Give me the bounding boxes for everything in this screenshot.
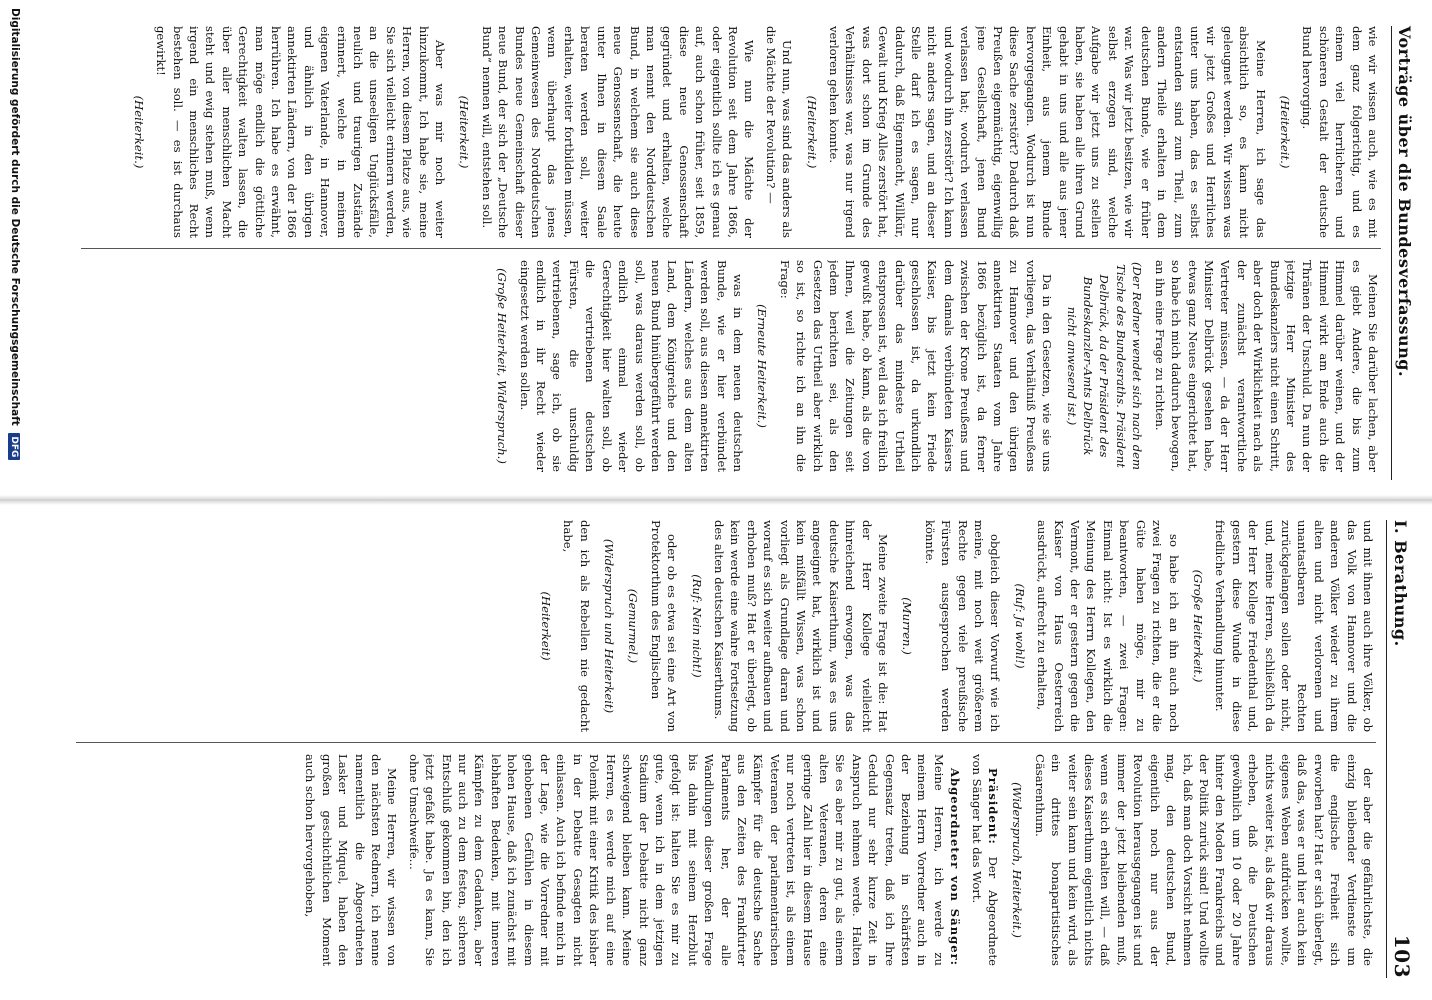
stage-direction: (Ruf: Nein nicht!) xyxy=(689,574,704,678)
paragraph: Meine zweite Frage ist die: Hat der Herr Kollege vielleicht hinreichend erwogen, was das deutsche Kaiserthum, was es uns angeeignet hat, wirklich ist und kein mißfällt Wissen, was schon vorliegt als Grundlage daran und worauf es sich weiter aufbauen und erhoben muß? Hat er überlegt, ob kein werde eine wahre Fortsetzung des alten deutschen Kaiserthums. xyxy=(711,520,891,732)
text-columns xyxy=(76,520,1376,978)
column-rule xyxy=(76,742,1376,743)
stage-direction: (Murren.) xyxy=(900,597,915,655)
paragraph: so habe ich an ihn auch noch zwei Fragen zu richten, die er die Güte haben möge, mir zu beantworten, — zwei Fragen: Einmal nicht: Ist es wirklich die Meinung des Herrn Kollegen, den Vermont, der er gestern gegen die Kaiser von Haus Oesterreich ausdrückt, aufrecht zu erhalten, xyxy=(1035,520,1181,732)
page-header xyxy=(1391,26,1414,480)
stage-direction: (Der Redner wendet sich nach dem Tische des Bundesraths. Präsident Delbrück, da der Präsident des Bundeskanzler-Amts Delbrück nicht anwesend ist.) xyxy=(1064,262,1145,470)
paragraph: Wie nun die Mächte der Revolution seit dem Jahre 1866, oder eigentlich sollte ich es genau auf, auch schon früher, seit 1859, diese neue Genossenschaft gegründet und erhalten, welche man nennt den Norddeutschen Bund, in welchem sie auch diese neue Genossenschaft, die heute unter Ihnen in diesem Saale beraten werden soll, weiter erhalten, weiter fortbilden müssen, wenn überhaupt das jenes Gemeinwesen des Norddeutschen Bundes neue Gemeinschaft dieser neue Bund, der sich der „Deutsche Bund“ nennen will, entstehen soll. xyxy=(479,26,757,238)
column-2 xyxy=(76,754,1376,966)
speaker-label: Präsident: xyxy=(986,768,1001,845)
stage-direction: (Widerspruch und Heiterkeit) xyxy=(601,538,616,714)
paragraph: was in dem neuen deutschen Bunde, wie er hier verbündet werden soll, aus diesen annektirten Ländern, welches aus dem alten Land, dem Königreiche und den neuen Bund hinübergeführt werden soll, was daraus werden soll, ob endlich einmal wieder Gerechtigkeit hier walten soll, ob die vertriebenen deutschen Fürsten, die unschuldig vertriebenen, sage ich, ob sie endlich in ihr Recht wieder eingesetzt werden sollen. xyxy=(517,260,745,472)
stage-direction: (Große Heiterkeit.) xyxy=(1190,569,1205,683)
page-header xyxy=(1386,520,1414,978)
paragraph: wie wir wissen auch, wie es mit dem ganz folgerichtig, und es einem viel herrlicheren und schöneren Gestalt der deutsche Bund hervorging. xyxy=(1300,26,1380,238)
stage-direction: (Große Heiterkeit, Widerspruch.) xyxy=(495,268,510,464)
stage-direction: (Gemurmel,) xyxy=(626,588,641,664)
speaker-paragraph xyxy=(968,754,1001,966)
header-title: I. Berathung. xyxy=(1391,520,1410,647)
column-rule xyxy=(81,248,1381,249)
stage-direction: (Ruf: Ja wohl!) xyxy=(1012,583,1027,669)
paragraph: und mit ihnen auch ihre Völker, ob das Volk von Hannover und die anderen Völker wieder zu ihrem alten und nicht verlorenen und unantastbaren Rechten zurückgelangen sollen oder nicht, und, meine Herren, schließlich da der Herr Kollege Friedenthal und, gestern diese Wunde in diese friedliche Verhandlung hinunter. xyxy=(1213,520,1375,732)
column-1 xyxy=(76,520,1376,732)
stage-direction: (Heiterkeit.) xyxy=(457,95,472,169)
paragraph: Aber was mir noch weiter hinzukommt, Ich habe sie, meine Herren, von diesem Platze aus, wie Sie sich vielleicht erinnern werden, an die unseeligen Unglücksfälle, neulich und traurigen Zustände erinnert, welche in meinem eigenen Vaterlande, in Hannover, und ähnlich in den übrigen annektirten Ländern, von der 1866 herrühren. Ich habe es erwähnt, man möge endlich die göttliche Gerechtigkeit walten lassen, die über aller menschlichen Macht steht und ewig stehen muß, wenn irgend ein menschliches Recht bestehen soll. — es ist durchaus gewirkt! xyxy=(154,26,448,238)
right-page xyxy=(0,500,1432,1000)
paragraph: Da in den Gesetzen, wie sie uns vorliegen, das Verhältniß Preußens zu Hannover und den übrigen annektirten Staaten vom Jahre 1866 bezüglich ist, da ferner zwischen der Krone Preußens und dem damals verbündeten Kaisers Kaiser, bis jetzt kein Friede geschlossen ist, da urkundlich darüber das mindeste Urtheil entsprossen ist, weil das ich freilich gewußt habe, ob kann, als die von Ihnen, weil die Zeitungen seit jedem berichten sei, als den Gesetzen das Urtheil aber wirklich so ist, so richte ich an ihn die Frage: xyxy=(777,260,1055,472)
stage-direction: (Heiterkeit.) xyxy=(804,95,819,169)
dfg-logo: DFG xyxy=(8,433,20,460)
header-title: Vorträge über die Bundesverfassung. xyxy=(1395,26,1414,378)
paragraph: obgleich dieser Vorwurf wie ich meine, mit noch weit größerem Rechte gegen viele preußische Fürsten ausgesprochen werden könnte. xyxy=(922,520,1003,732)
paragraph: der aber die gefährlichste, die einzig bleibender Verdienste um die englische Freiheit sich erworben hat? Hat er sich überlegt, daß das, was er und hier auch kein eigenes Weben aufdrücken wollte, nichts weiter ist, als daß wir daraus erheben, daß die Deutschen gewöhnlich um 10 oder 20 Jahre hinter den Moden Frankreichs und der Politik zurück sind! Und wollte ich, daß man doch Vorsicht nehmen mag, den deutschen Bund, eigentlich noch nur aus der Revolution herausgegangen ist und immer der jetzt bleibenden muß, wenn es sich erhalten will, — daß dieses Kaiserthum eigentlich nichts weiter sein kann und kein wird, als ein drittes bonapartistisches Cäsarenthum. xyxy=(1032,754,1375,966)
speaker-label: Abgeordneter von Sänger: xyxy=(948,768,963,966)
stage-direction: (Heiterkeit.) xyxy=(131,95,146,169)
stage-direction: (Widerspruch, Heiterkeit.) xyxy=(1010,782,1025,938)
column-1 xyxy=(81,26,1381,238)
paragraph: Meinen Sie darüber lachen, aber es giebt Andere, die bis zum Himmel darüber weinen, und der Himmel wirkt am Ende auch die Thränen der Unschuld. Da nun der jetzige Herr Minister des Bundeskanzlers nicht einen Schritt, aber doch der Wirklichkeit nach als der zunächst verantwortliche Vertreter müssen, — da der Herr Minister Delbrück gesehen habe, etwas ganz Neues eingerichtet hat, so habe ich mich dadurch bewogen, an ihn eine Frage zu richten. xyxy=(1152,260,1380,472)
speaker-paragraph xyxy=(405,754,963,966)
digitization-footer xyxy=(8,0,21,1000)
paragraph: Und nun, was sind das anders als die Mächte der Revolution? — xyxy=(763,26,795,238)
paragraph: oder ob es etwa sei eine Art von Protektorthum des Englischen xyxy=(648,520,680,732)
stage-direction: (Heiterkeit) xyxy=(538,591,553,661)
footer-text: Digitalisierung gefördert durch die Deutsche Forschungsgemeinschaft xyxy=(9,8,21,426)
speech-text: Der Abgeordnete von Sänger hat das Wort. xyxy=(969,754,1001,966)
column-2 xyxy=(81,260,1381,472)
paragraph: Meine Herren, wir wissen von den nächsten Rednern, ich nenne namentlich die Abgeordneten Lasker und Miquel, haben den großen geschichtlichen Moment auch schon hervorgehoben, xyxy=(303,754,400,966)
page-number: 103 xyxy=(1390,934,1414,978)
stage-direction: (Erneute Heiterkeit.) xyxy=(755,304,770,428)
paragraph: den ich als Rebellen nie gedacht habe, xyxy=(561,520,592,732)
speech-text: Meine Herren, ich werde zu meinem Herrn Vorredner auch in der Beziehung in schärfsten Gegensatz treten, daß ich Ihre Geduld nur sehr kurze Zeit in Anspruch nehmen werde. Halten Sie es aber mir zu gut, als einem alten Veteranen, deren eine geringe Zahl hier in diesem Hause nur noch vertreten ist, als einem Veteranen der parlamentarischen Kämpfer für die deutsche Sache aus den Zeiten des Frankfurter Parlaments her, der alle Wandlungen dieser großen Frage bis dahin mit seinem Herzblut gefolgt ist: halten Sie es mir zu gute, wenn ich in dem jetzigen Stadium der Debatte nicht ganz schweigend bleiben kann. Meine Herren, es werde mich auf eine Polemik mit einer Kritik des bisher in der Debatte Gesagten nicht einlassen. Auch ich befinde mich in der Lage, wie die Vorredner mit gehobenen Gefühlen in diesem hohen Hause, daß ich zunächst mit lebhaften Bedenken, mit inneren Kämpfen zu dem Gedanken, aber nur auch zu dem festen, sicheren Entschluß gekommen bin, den ich jetzt gefaßt habe. Ja es kann, Sie ohne Umschweife... xyxy=(406,754,946,966)
text-columns xyxy=(81,26,1381,480)
paragraph: Meine Herren, ich sage das absichtlich so, es kann nicht geleugnet werden. Wir wissen was wir jetzt Großes und Herrliches unter uns haben, das es selbst entstanden sind zum Theil, zum andern Theile erhalten in dem deutschen Bunde, wie er früher war. Was wir jetzt besitzen, wie wir selbst erzogen sind, welche Aufgabe wir jetzt uns zu stellen haben, sie haben alle ihren Grund gehabt in uns und alle aus jener Einheit, aus jenem Bunde hervorgegangen. Wodurch ist nun diese Sache zerstört? Dadurch daß Preußen eigenmächtig, eigenwillig jene Gesellschaft, jenen Bund verlassen hat; wodurch verlassen und wodurch ihn zerstört? Ich kann nicht anders sagen, und an dieser Stelle darf ich es sagen, nur dadurch, daß Eigenmacht, Willkür, Gewalt und Krieg Alles zerstört hat, was dort schon im Grunde des Verhältnisses war, was nur irgend verloren gehen konnte. xyxy=(827,26,1268,238)
stage-direction: (Heiterkeit.) xyxy=(1277,95,1292,169)
